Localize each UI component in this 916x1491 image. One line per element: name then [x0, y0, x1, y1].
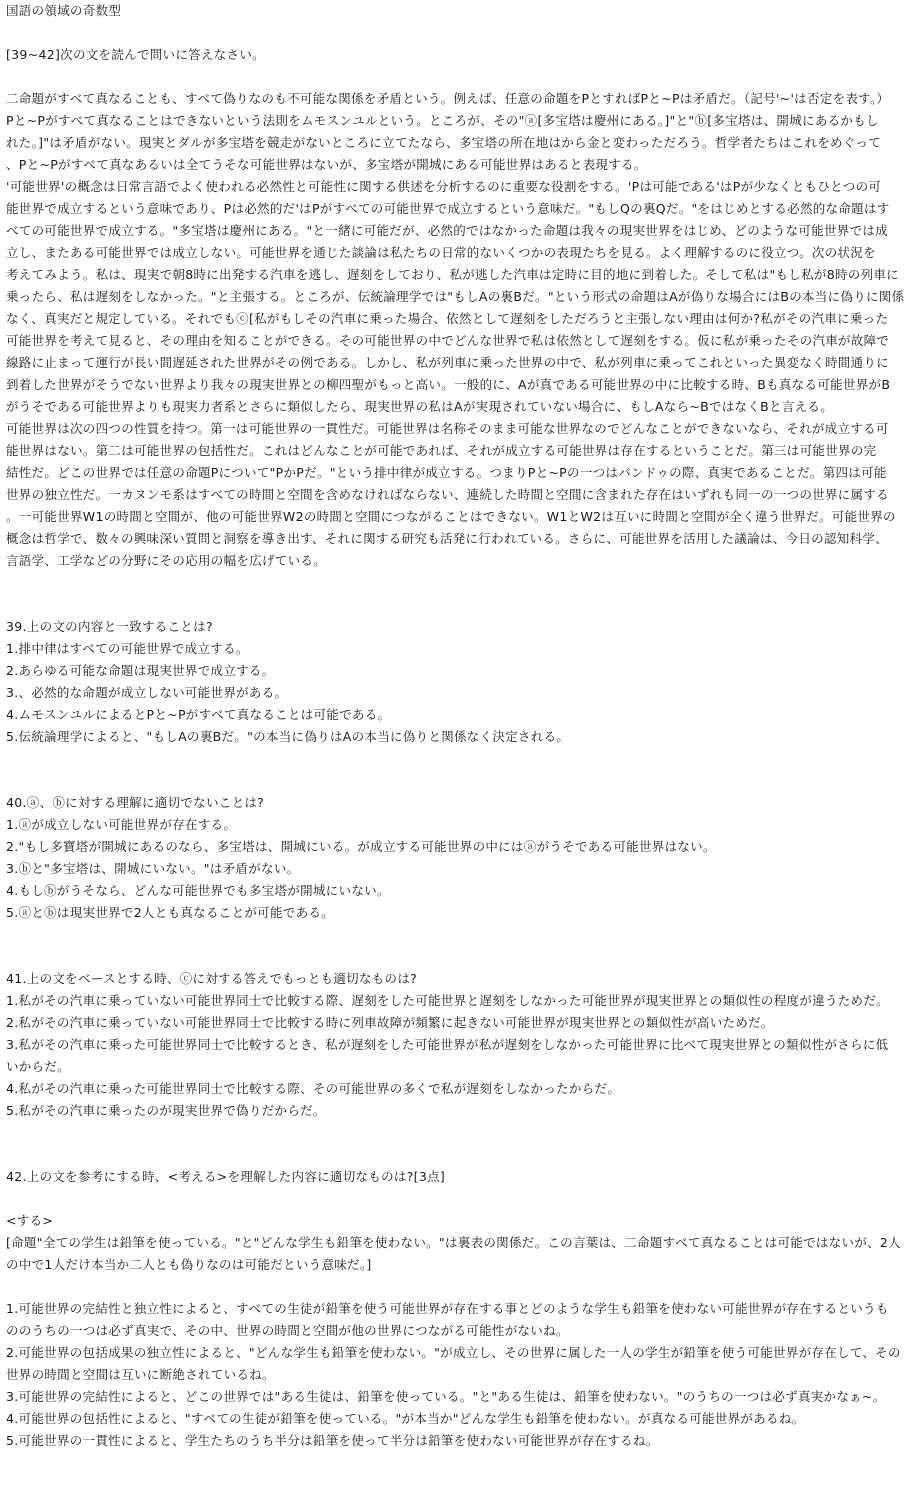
answer-option: 1.可能世界の完結性と独立性によると、すべての生徒が鉛筆を使う可能世界が存在する事とどのような学生も鉛筆を使わない可能世界が存在するというも	[6, 1301, 889, 1316]
passage-line: 二命題がすべて真なることも、すべて偽りなのも不可能な関係を矛盾という。例えば、任意の命題をPとすればPと~Pは矛盾だ。（記号'~'は否定を表す。）	[6, 91, 890, 106]
question-41	[6, 968, 906, 1122]
spacer	[6, 1276, 906, 1298]
reference-box-line: の中で1人だけ本当か二人とも偽りなのは可能だという意味だ。]	[6, 1257, 372, 1272]
answer-option: 1.ⓐが成立しない可能世界が存在する。	[6, 817, 237, 832]
answer-option: 3.可能世界の完結性によると、どこの世界では"ある生徒は、鉛筆を使っている。"と"ある生徒は、鉛筆を使わない。"のうちの一つは必ず真実かなぁ~。	[6, 1389, 886, 1404]
passage-line: べての可能世界で成立する。"多宝塔は慶州にある。"と一緒に可能だが、必然的ではなかった命題は我々の現実世界をはじめ、どのような可能世界では成	[6, 223, 889, 238]
passage-line: なく、真実だと規定している。それでもⓒ[私がもしその汽車に乗った場合、依然として遅刻をしただろうと主張しない理由は何か?私がその汽車に乗った	[6, 311, 889, 326]
question-39	[6, 616, 906, 748]
passage-line: 、Pと~Pがすべて真なあるいは全てうそな可能世界はないが、多宝塔が開城にある可能世界はあると表現する。	[6, 157, 647, 172]
passage-line: 考えてみよう。私は、現実で朝8時に出発する汽車を逃し、遅刻をしており、私が逃した汽車は定時に目的地に到着した。そして私は"もし私が8時の列車に	[6, 267, 899, 282]
passage-line: 到着した世界がそうでない世界より我々の現実世界との柳四聖がもっと高い。一般的に、Aが真である可能世界の中に比較する時、Bも真なる可能世界がB	[6, 377, 891, 392]
answer-option: 3.、必然的な命題が成立しない可能世界がある。	[6, 685, 288, 700]
spacer	[6, 66, 906, 88]
spacer	[6, 594, 906, 616]
answer-option: 4.可能世界の包括性によると、"すべての生徒が鉛筆を使っている。"が本当か"どんな学生も鉛筆を使わない。が真なる可能世界があるね。	[6, 1411, 805, 1426]
spacer	[6, 1188, 906, 1210]
passage-line: れた。]"は矛盾がない。現実とダルが多宝塔を競走がないところに立てたなら、多宝塔の所在地はから金と変わっただろう。哲学者たちはこれをめぐって	[6, 135, 882, 150]
answer-option: 1.私がその汽車に乗っていない可能世界同士で比較する際、遅刻をした可能世界と遅刻をしなかった可能世界が現実世界との類似性の程度が違うためだ。	[6, 993, 889, 1008]
passage-line: 言語学、工学などの分野にその応用の幅を広げている。	[6, 553, 327, 568]
question-stem: 42.上の文を参考にする時、<考える>を理解した内容に適切なものは?[3点]	[6, 1169, 446, 1184]
spacer	[6, 1144, 906, 1166]
answer-option: 4.もしⓑがうそなら、どんな可能世界でも多宝塔が開城にいない。	[6, 883, 390, 898]
answer-option: 1.排中律はすべての可能世界で成立する。	[6, 641, 249, 656]
passage-line: 世界の独立性だ。一カヌンモ系はすべての時間と空間を含めなければならない、連続した時間と空間に含まれた存在はいずれも同一の一つの世界に属する	[6, 487, 889, 502]
spacer	[6, 924, 906, 946]
passage-line: 線路に止まって運行が長い間遅延された世界がその例である。しかし、私が列車に乗った世界の中で、私が列車に乗ってこれといった異変なく時間通りに	[6, 355, 889, 370]
answer-option: 5.ⓐとⓑは現実世界で2人とも真なることが可能である。	[6, 905, 334, 920]
answer-option: 世界の時間と空間は互いに断絶されているね。	[6, 1367, 275, 1382]
passage-line: Pと~Pがすべて真なることはできないという法則をムモスンユルという。ところが、その"ⓐ[多宝塔は慶州にある。]"と"ⓑ[多宝塔は、開城にあるかもし	[6, 113, 879, 128]
spacer	[6, 946, 906, 968]
reading-passage	[6, 88, 906, 572]
answer-option: 2.私がその汽車に乗っていない可能世界同士で比較する時に列車故障が頻繁に起きない可能世界が現実世界との類似性が高いためだ。	[6, 1015, 774, 1030]
question-stem: 41.上の文をベースとする時、ⓒに対する答えでもっとも適切なものは?	[6, 971, 418, 986]
passage-line: 可能世界を考えて見ると、その理由を知ることができる。その可能世界の中でどんな世界で私は依然として遅刻をする。仮に私が乗ったその汽車が故障で	[6, 333, 890, 348]
reference-box-line: [命題"全ての学生は鉛筆を使っている。"と"どんな学生も鉛筆を使わない。"は裏表の関係だ。この言葉は、二命題すべて真なることは可能ではないが、2人	[6, 1235, 901, 1250]
passage-line: 可能世界は次の四つの性質を持つ。第一は可能世界の一貫性だ。可能世界は名称そのまま可能な世界なのでどんなことができないなら、それが成立する可	[6, 421, 889, 436]
answer-option: 3.ⓑと"多宝塔は、開城にいない。"は矛盾がない。	[6, 861, 300, 876]
answer-option: 3.私がその汽車に乗った可能世界同士で比較するとき、私が遅刻をした可能世界が私が遅刻をしなかった可能世界に比べて現実世界との類似性がさらに低	[6, 1037, 889, 1052]
passage-line: 。一可能世界W1の時間と空間が、他の可能世界W2の時間と空間につながることはできない。W1とW2は互いに時間と空間が全く違う世界だ。可能世界の	[6, 509, 896, 524]
question-stem: 39.上の文の内容と一致することは?	[6, 619, 213, 634]
answer-option: 5.私がその汽車に乗ったのが現実世界で偽りだからだ。	[6, 1103, 326, 1118]
answer-option: ののうちの一つは必ず真実で、その中、世界の時間と空間が他の世界につながる可能性がないね。	[6, 1323, 569, 1338]
passage-line: がうそである可能世界よりも現実力者系とさらに類似したら、現実世界の私はAが実現されていない場合に、もしAなら~BではなくBと言える。	[6, 399, 834, 414]
question-stem: 40.ⓐ、ⓑに対する理解に適切でないことは?	[6, 795, 265, 810]
answer-option: 2.可能世界の包括成果の独立性によると、"どんな学生も鉛筆を使わない。"が成立し、その世界に属した一人の学生が鉛筆を使う可能世界が存在して、その	[6, 1345, 901, 1360]
answer-option: 5.伝統論理学によると、"もしAの裏Bだ。"の本当に偽りはAの本当に偽りと関係なく決定される。	[6, 729, 570, 744]
answer-option: いからだ。	[6, 1059, 71, 1074]
spacer	[6, 748, 906, 770]
question-42	[6, 1166, 906, 1452]
spacer	[6, 770, 906, 792]
spacer	[6, 22, 906, 44]
answer-option: 2."もし多寶塔が開城にあるのなら、多宝塔は、開城にいる。が成立する可能世界の中にはⓐがうそである可能世界はない。	[6, 839, 716, 854]
passage-line: 能世界で成立するという意味であり、Pは必然的だ'はPがすべての可能世界で成立するという意味だ。"もしQの裏Qだ。"をはじめとする必然的な命題はす	[6, 201, 890, 216]
document-title: 国語の領域の奇数型	[6, 3, 122, 18]
passage-line: 立し、またある可能世界では成立しない。可能世界を通じた談論は私たちの日常的ないくつかの表現たちを見る。よく理解するのに役立つ。次の状況を	[6, 245, 876, 260]
answer-option: 5.可能世界の一貫性によると、学生たちのうち半分は鉛筆を使って半分は鉛筆を使わない可能世界が存在するね。	[6, 1433, 659, 1448]
instruction-text: [39~42]次の文を読んで問いに答えなさい。	[6, 47, 265, 62]
passage-line: 能世界はない。第二は可能世界の包括性だ。これはどんなことが可能であれば、それが成立する可能世界は存在するということだ。第三は可能世界の完	[6, 443, 877, 458]
passage-line: 概念は哲学で、数々の興味深い質問と洞察を導き出す、それに関する研究も活発に行われている。さらに、可能世界を活用した議論は、今日の認知科学、	[6, 531, 888, 546]
answer-option: 4.ムモスンユルによるとPと~Pがすべて真なることは可能である。	[6, 707, 391, 722]
document-page	[6, 0, 906, 1452]
passage-line: 結性だ。どこの世界では任意の命題Pについて"PかPだ。"という排中律が成立する。つまりPと~Pの一つはバンドゥの際、真実であることだ。第四は可能	[6, 465, 887, 480]
passage-line: 乗ったら、私は遅刻をしなかった。"と主張する。ところが、伝統論理学では"もしAの裏Bだ。"という形式の命題はAが偽りな場合にはBの本当に偽りに関係	[6, 289, 905, 304]
question-40	[6, 792, 906, 924]
reference-box-title: <する>	[6, 1213, 54, 1228]
spacer	[6, 572, 906, 594]
spacer	[6, 1122, 906, 1144]
passage-line: '可能世界'の概念は日常言語でよく使われる必然性と可能性に関する供述を分析するのに重要な役割をする。'Pは可能である'はPが少なくともひとつの可	[6, 179, 882, 194]
answer-option: 4.私がその汽車に乗った可能世界同士で比較する際、その可能世界の多くで私が遅刻をしなかったからだ。	[6, 1081, 621, 1096]
answer-option: 2.あらゆる可能な命題は現実世界で成立する。	[6, 663, 275, 678]
